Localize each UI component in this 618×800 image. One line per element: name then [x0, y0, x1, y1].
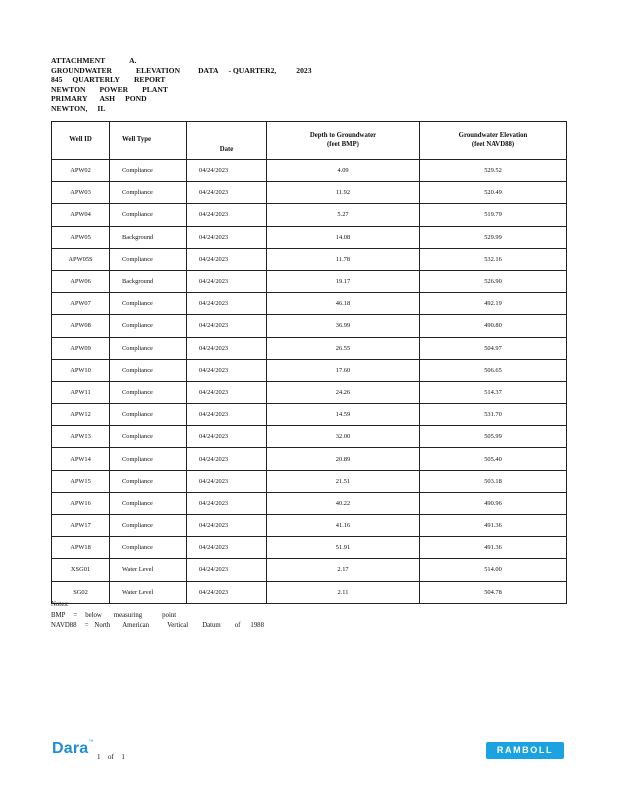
header-word: IL [97, 103, 106, 113]
table-row [52, 381, 567, 403]
dara-trademark: ™ [88, 740, 94, 745]
header-word: DATA [198, 65, 219, 75]
cell-date: 04/24/2023 [187, 293, 267, 315]
note-word: NAVD88 [51, 622, 77, 629]
header-word: NEWTON, [51, 103, 88, 113]
cell-elevation: 490.80 [420, 315, 567, 337]
page-number [97, 753, 125, 761]
table-row [52, 492, 567, 514]
page-current: 1 [97, 753, 101, 761]
note-word: 1988 [250, 622, 264, 629]
cell-date: 04/24/2023 [187, 160, 267, 182]
cell-depth: 40.22 [267, 492, 420, 514]
cell-well-type: Compliance [110, 492, 187, 514]
table-row [52, 270, 567, 292]
cell-well-type: Compliance [110, 293, 187, 315]
cell-date: 04/24/2023 [187, 381, 267, 403]
cell-elevation: 520.49 [420, 182, 567, 204]
col-header-depth-line1: Depth to Groundwater [309, 132, 377, 139]
cell-well-type: Compliance [110, 470, 187, 492]
cell-well-type: Water Level [110, 581, 187, 603]
table-row [52, 426, 567, 448]
cell-elevation: 490.96 [420, 492, 567, 514]
cell-depth: 51.91 [267, 537, 420, 559]
table-row [52, 448, 567, 470]
note-word: point [162, 611, 177, 619]
cell-elevation: 491.36 [420, 515, 567, 537]
header-word: ASH [99, 94, 116, 103]
cell-well-id: APW13 [52, 426, 110, 448]
cell-well-id: XSG01 [52, 559, 110, 581]
header-word: PLANT [142, 84, 168, 94]
cell-elevation: 506.65 [420, 359, 567, 381]
cell-depth: 11.78 [267, 248, 420, 270]
table-row [52, 315, 567, 337]
col-header-well-id: Well ID [52, 122, 110, 160]
header-word: GROUNDWATER [51, 65, 113, 75]
cell-date: 04/24/2023 [187, 581, 267, 603]
cell-elevation: 529.99 [420, 226, 567, 248]
cell-date: 04/24/2023 [187, 337, 267, 359]
cell-well-type: Compliance [110, 248, 187, 270]
cell-well-type: Water Level [110, 559, 187, 581]
header-word: NEWTON [51, 84, 86, 94]
note-word: = [73, 611, 78, 619]
cell-well-type: Compliance [110, 337, 187, 359]
cell-well-type: Compliance [110, 515, 187, 537]
header-word: A. [129, 56, 137, 65]
cell-date: 04/24/2023 [187, 270, 267, 292]
cell-well-id: APW04 [52, 204, 110, 226]
note-word: Datum [202, 622, 221, 629]
note-word: North [94, 622, 111, 629]
cell-well-id: APW07 [52, 293, 110, 315]
col-header-elevation-line1: Groundwater Elevation [458, 132, 528, 139]
cell-well-id: APW18 [52, 537, 110, 559]
cell-well-id: APW08 [52, 315, 110, 337]
header-line-2 [51, 66, 311, 76]
cell-well-type: Compliance [110, 182, 187, 204]
cell-elevation: 526.90 [420, 270, 567, 292]
cell-well-id: APW03 [52, 182, 110, 204]
notes-line-2 [51, 621, 264, 632]
cell-date: 04/24/2023 [187, 470, 267, 492]
cell-depth: 2.17 [267, 559, 420, 581]
note-word: measuring [113, 611, 143, 619]
table-row [52, 559, 567, 581]
cell-date: 04/24/2023 [187, 559, 267, 581]
header-word: 2023 [296, 65, 312, 75]
col-header-depth-line2: (feet BMP) [327, 140, 359, 148]
cell-date: 04/24/2023 [187, 204, 267, 226]
cell-depth: 36.99 [267, 315, 420, 337]
cell-well-type: Compliance [110, 359, 187, 381]
notes [51, 600, 264, 632]
cell-depth: 11.92 [267, 182, 420, 204]
cell-well-id: APW14 [52, 448, 110, 470]
cell-elevation: 504.97 [420, 337, 567, 359]
cell-elevation: 532.16 [420, 248, 567, 270]
table-row [52, 182, 567, 204]
cell-depth: 14.08 [267, 226, 420, 248]
cell-date: 04/24/2023 [187, 248, 267, 270]
cell-date: 04/24/2023 [187, 359, 267, 381]
cell-well-type: Compliance [110, 160, 187, 182]
cell-elevation: 505.40 [420, 448, 567, 470]
cell-depth: 4.09 [267, 160, 420, 182]
note-word: American [122, 622, 150, 629]
cell-date: 04/24/2023 [187, 515, 267, 537]
cell-elevation: 531.70 [420, 404, 567, 426]
table-row [52, 537, 567, 559]
cell-elevation: 503.18 [420, 470, 567, 492]
table-row [52, 226, 567, 248]
table-row [52, 515, 567, 537]
cell-well-id: APW15 [52, 470, 110, 492]
cell-depth: 20.89 [267, 448, 420, 470]
page-of: of [108, 753, 114, 761]
dara-logo-text: Dara [52, 740, 89, 757]
col-header-depth [267, 122, 420, 160]
table-body [52, 160, 567, 604]
cell-depth: 19.17 [267, 270, 420, 292]
header-line-3 [51, 75, 311, 85]
cell-elevation: 491.36 [420, 537, 567, 559]
table-row [52, 404, 567, 426]
header-word: - QUARTER2, [228, 65, 277, 75]
cell-date: 04/24/2023 [187, 182, 267, 204]
cell-depth: 2.11 [267, 581, 420, 603]
report-header [51, 56, 311, 113]
table-row [52, 248, 567, 270]
cell-elevation: 504.78 [420, 581, 567, 603]
cell-elevation: 505.99 [420, 426, 567, 448]
note-word: below [85, 611, 102, 619]
cell-well-id: APW17 [52, 515, 110, 537]
cell-depth: 32.00 [267, 426, 420, 448]
groundwater-table [51, 121, 567, 604]
header-word: QUARTERLY [72, 75, 120, 84]
cell-date: 04/24/2023 [187, 537, 267, 559]
table-row [52, 359, 567, 381]
notes-line-1 [51, 611, 264, 622]
cell-date: 04/24/2023 [187, 426, 267, 448]
col-header-elevation-line2: (feet NAVD88) [471, 140, 515, 148]
cell-date: 04/24/2023 [187, 226, 267, 248]
table-row [52, 470, 567, 492]
header-word: PRIMARY [51, 94, 88, 103]
table-row [52, 204, 567, 226]
cell-well-id: APW05 [52, 226, 110, 248]
cell-date: 04/24/2023 [187, 448, 267, 470]
cell-depth: 24.26 [267, 381, 420, 403]
cell-well-type: Compliance [110, 426, 187, 448]
page-total: 1 [121, 753, 125, 761]
cell-well-id: APW02 [52, 160, 110, 182]
table-row [52, 337, 567, 359]
cell-well-id: APW12 [52, 404, 110, 426]
table-header-row [52, 122, 567, 160]
header-word: POND [125, 94, 147, 103]
cell-elevation: 519.79 [420, 204, 567, 226]
header-word: REPORT [133, 75, 166, 84]
header-line-6 [51, 104, 311, 114]
note-word: BMP [51, 611, 66, 619]
cell-well-id: APW11 [52, 381, 110, 403]
cell-well-id: APW05S [52, 248, 110, 270]
header-word: 845 [51, 75, 63, 84]
note-word: of [234, 622, 241, 629]
col-header-well-type: Well Type [110, 122, 187, 160]
cell-elevation: 529.52 [420, 160, 567, 182]
cell-well-id: SG02 [52, 581, 110, 603]
header-line-5 [51, 94, 311, 104]
cell-depth: 5.27 [267, 204, 420, 226]
cell-well-type: Background [110, 226, 187, 248]
cell-well-id: APW09 [52, 337, 110, 359]
cell-depth: 41.16 [267, 515, 420, 537]
cell-date: 04/24/2023 [187, 315, 267, 337]
cell-elevation: 514.37 [420, 381, 567, 403]
header-word: ATTACHMENT [51, 56, 106, 65]
header-word: ELEVATION [136, 65, 181, 75]
cell-date: 04/24/2023 [187, 492, 267, 514]
cell-depth: 21.51 [267, 470, 420, 492]
cell-well-type: Compliance [110, 448, 187, 470]
cell-well-type: Compliance [110, 404, 187, 426]
cell-well-id: APW10 [52, 359, 110, 381]
cell-well-type: Compliance [110, 204, 187, 226]
cell-well-type: Compliance [110, 381, 187, 403]
cell-well-type: Background [110, 270, 187, 292]
header-line-4 [51, 85, 311, 95]
dara-logo [52, 740, 93, 758]
cell-elevation: 492.19 [420, 293, 567, 315]
notes-title: Notes: [51, 601, 69, 608]
cell-date: 04/24/2023 [187, 404, 267, 426]
cell-depth: 26.55 [267, 337, 420, 359]
header-word: POWER [99, 84, 129, 94]
note-word: = [84, 622, 89, 629]
col-header-date: Date [187, 122, 267, 160]
cell-depth: 14.59 [267, 404, 420, 426]
cell-well-type: Compliance [110, 315, 187, 337]
cell-well-type: Compliance [110, 537, 187, 559]
ramboll-logo: RAMBOLL [486, 742, 564, 759]
table-row [52, 160, 567, 182]
cell-well-id: APW16 [52, 492, 110, 514]
cell-elevation: 514.00 [420, 559, 567, 581]
header-line-1 [51, 56, 311, 66]
cell-depth: 46.18 [267, 293, 420, 315]
table-row [52, 293, 567, 315]
col-header-elevation [420, 122, 567, 160]
note-word: Vertical [167, 622, 189, 629]
cell-depth: 17.60 [267, 359, 420, 381]
cell-well-id: APW06 [52, 270, 110, 292]
